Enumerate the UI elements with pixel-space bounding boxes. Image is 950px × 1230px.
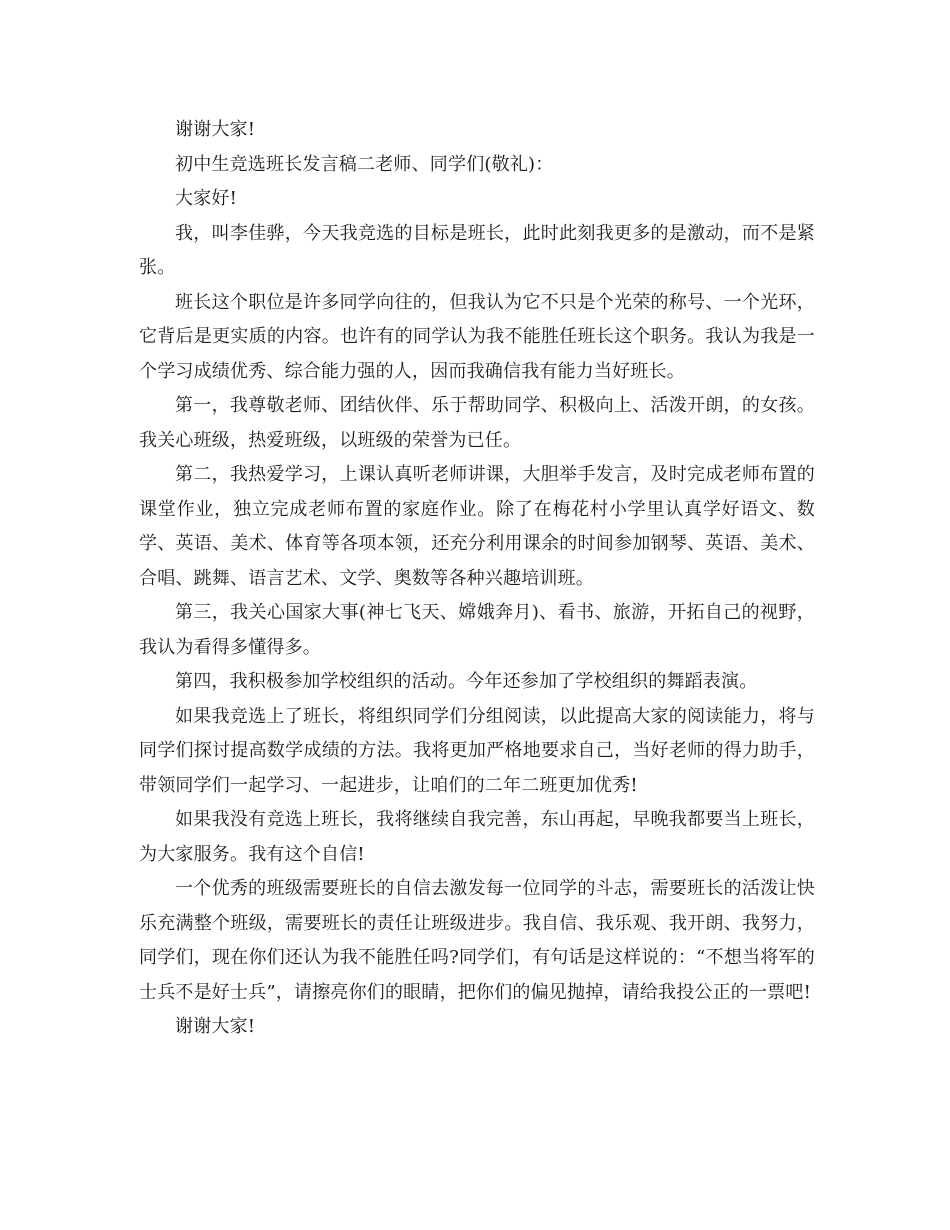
paragraph: 第一，我尊敬老师、团结伙伴、乐于帮助同学、积极向上、活泼开朗，的女孩。我关心班级，热爱班级，以班级的荣誉为已任。 xyxy=(139,395,815,451)
paragraph: 谢谢大家! xyxy=(175,119,256,140)
paragraph: 如果我没有竞选上班长，我将继续自我完善，东山再起，早晚我都要当上班长，为大家服务。我有这个自信! xyxy=(139,809,815,865)
paragraph: 第二，我热爱学习，上课认真听老师讲课，大胆举手发言，及时完成老师布置的课堂作业，独立完成老师布置的家庭作业。除了在梅花村小学里认真学好语文、数学、英语、美术、体育等各项本领，还充分利用课余的时间参加钢琴、英语、美术、合唱、跳舞、语言艺术、文学、奥数等各种兴趣培训班。 xyxy=(139,464,815,589)
paragraph: 第四，我积极参加学校组织的活动。今年还参加了学校组织的舞蹈表演。 xyxy=(175,671,758,692)
document-body xyxy=(139,113,815,1045)
paragraph: 如果我竞选上了班长，将组织同学们分组阅读，以此提高大家的阅读能力，将与同学们探讨提高数学成绩的方法。我将更加严格地要求自己，当好老师的得力助手，带领同学们一起学习、一起进步，让咱们的二年二班更加优秀! xyxy=(139,705,815,796)
paragraph: 我，叫李佳骅，今天我竞选的目标是班长，此时此刻我更多的是激动，而不是紧张。 xyxy=(139,222,815,278)
paragraph: 第三，我关心国家大事(神七飞天、嫦娥奔月)、看书、旅游，开拓自己的视野，我认为看得多懂得多。 xyxy=(139,602,815,658)
paragraph: 谢谢大家! xyxy=(175,1016,256,1037)
paragraph: 班长这个职位是许多同学向往的，但我认为它不只是个光荣的称号、一个光环，它背后是更实质的内容。也许有的同学认为我不能胜任班长这个职务。我认为我是一个学习成绩优秀、综合能力强的人，因而我确信我有能力当好班长。 xyxy=(139,291,815,382)
paragraph: 初中生竞选班长发言稿二老师、同学们(敬礼)： xyxy=(175,153,554,175)
paragraph: 一个优秀的班级需要班长的自信去激发每一位同学的斗志，需要班长的活泼让快乐充满整个班级，需要班长的责任让班级进步。我自信、我乐观、我开朗、我努力，同学们，现在你们还认为我不能胜任吗?同学们，有句话是这样说的：“不想当将军的士兵不是好士兵”，请擦亮你们的眼睛，把你们的偏见抛掉，请给我投公正的一票吧! xyxy=(139,878,815,1003)
paragraph: 大家好! xyxy=(175,188,238,209)
